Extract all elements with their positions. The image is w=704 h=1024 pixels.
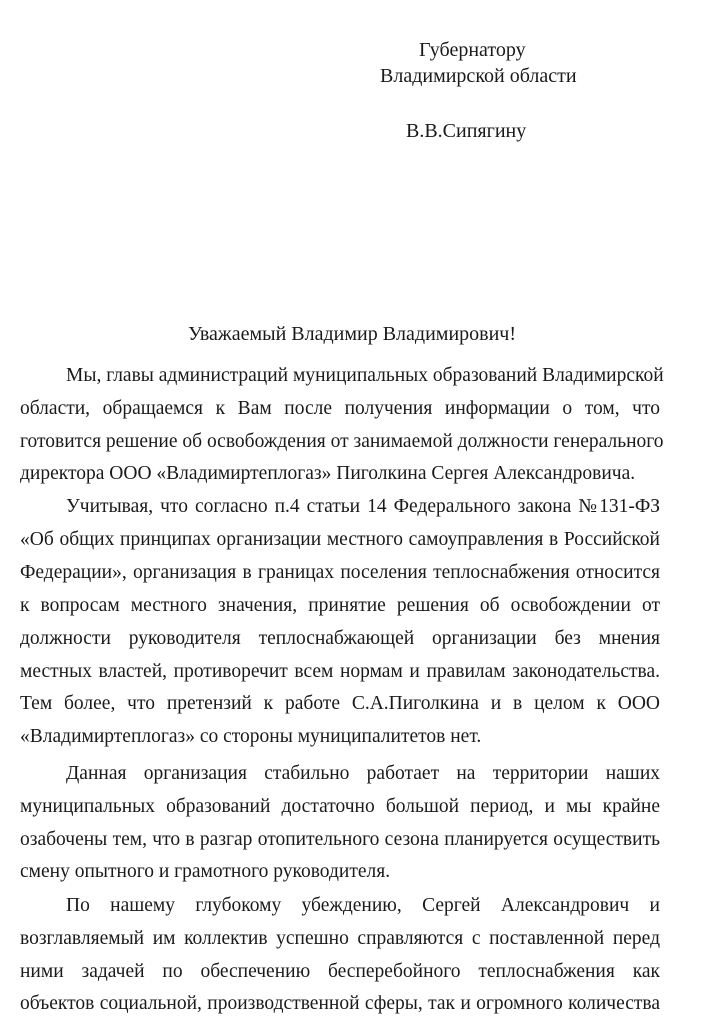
body-line: «Владимиртеплогаз» со стороны муниципалитетов нет.	[20, 726, 482, 747]
addressee-name: В.В.Сипягину	[406, 120, 527, 142]
addressee-title: Губернатору	[419, 39, 526, 61]
body-line: Федерации», организация в границах поселения теплоснабжения относится	[20, 562, 660, 583]
body-line: Данная организация стабильно работает на территории наших	[66, 763, 660, 784]
body-line: Тем более, что претензий к работе С.А.Пиголкина и в целом к ООО	[20, 693, 660, 714]
body-line: объектов социальной, производственной сферы, так и огромного количества	[20, 993, 660, 1014]
body-line: возглавляемый им коллектив успешно справляются с поставленной перед	[20, 928, 660, 949]
body-line: области, обращаемся к Вам после получения информации о том, что	[20, 398, 660, 419]
body-line: Мы, главы администраций муниципальных образований Владимирской	[66, 365, 664, 386]
body-line: «Об общих принципах организации местного самоуправления в Российской	[20, 529, 660, 550]
body-line: к вопросам местного значения, принятие решения об освобождении от	[20, 595, 660, 616]
addressee-region: Владимирской области	[380, 65, 577, 87]
body-line: местных властей, противоречит всем нормам и правилам законодательства.	[20, 661, 660, 682]
body-line: директора ООО «Владимиртеплогаз» Пиголкина Сергея Александровича.	[20, 463, 636, 484]
body-line: озабочены тем, что в разгар отопительного сезона планируется осуществить	[20, 829, 660, 850]
body-line: муниципальных образований достаточно большой период, и мы крайне	[20, 796, 660, 817]
body-line: ними задачей по обеспечению бесперебойного теплоснабжения как	[20, 961, 660, 982]
greeting: Уважаемый Владимир Владимирович!	[187, 323, 517, 345]
body-line: готовится решение об освобождения от занимаемой должности генерального	[20, 431, 664, 452]
body-line: смену опытного и грамотного руководителя.	[20, 861, 391, 882]
body-line: По нашему глубокому убеждению, Сергей Александрович и	[66, 895, 660, 916]
body-line: должности руководителя теплоснабжающей организации без мнения	[20, 628, 660, 649]
body-line: Учитывая, что согласно п.4 статьи 14 Федерального закона №131-ФЗ	[66, 496, 660, 517]
